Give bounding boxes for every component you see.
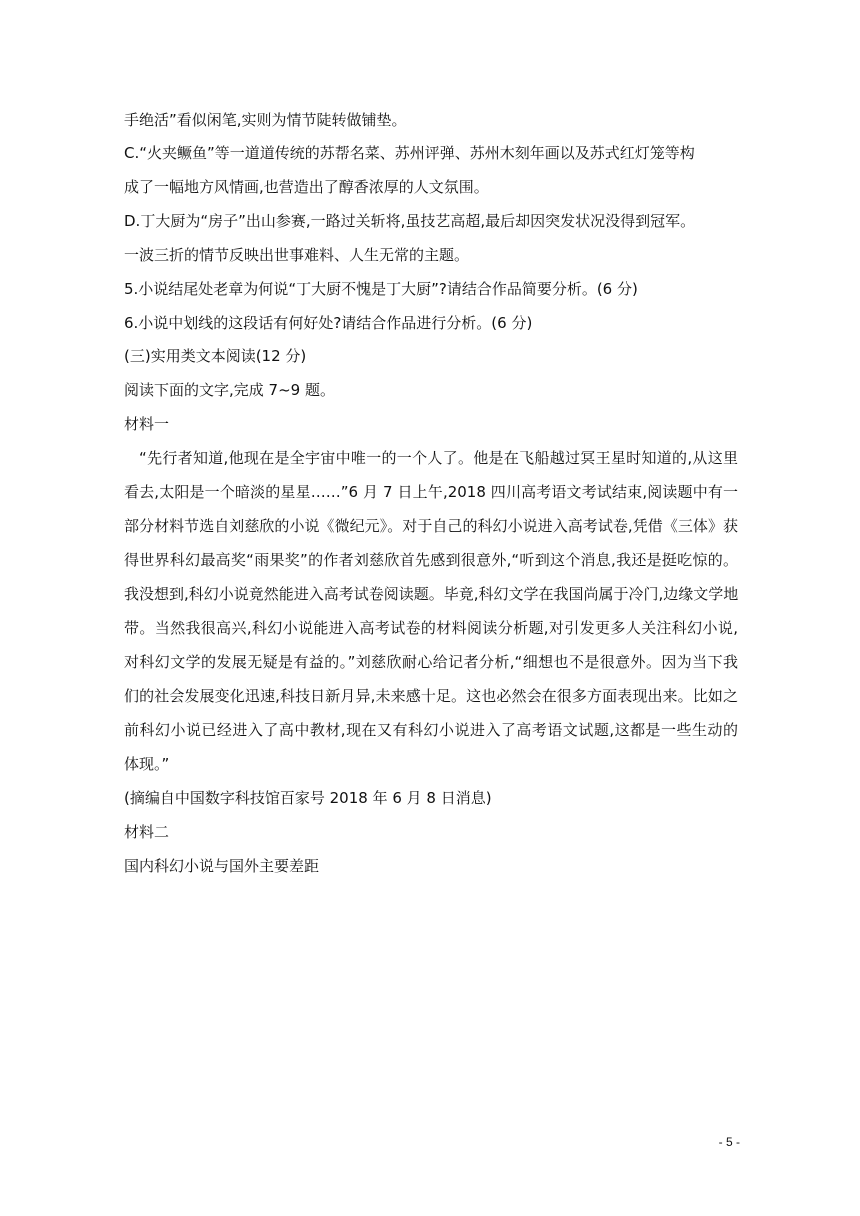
reading-instruction: 阅读下面的文字,完成 7~9 题。 (124, 381, 335, 399)
section-heading: (三)实用类文本阅读(12 分) (124, 347, 307, 365)
material-one-line-3: 部分材料节选自刘慈欣的小说《微纪元》。对于自己的科幻小说进入高考试卷,凭借《三体》获 (124, 517, 738, 535)
material-two-heading: 材料二 (124, 823, 170, 841)
material-one-heading: 材料一 (124, 415, 170, 433)
material-one-line-7: 对科幻文学的发展无疑是有益的。”刘慈欣耐心给记者分析,“细想也不是很意外。因为当下我 (124, 653, 738, 671)
material-one-line-8: 们的社会发展变化迅速,科技日新月异,未来感十足。这也必然会在很多方面表现出来。比如之 (124, 687, 738, 705)
option-d-line-2: 一波三折的情节反映出世事难料、人生无常的主题。 (124, 246, 470, 264)
material-one-line-2: 看去,太阳是一个暗淡的星星……”6 月 7 日上午,2018 四川高考语文考试结束,阅读题中有一 (124, 483, 738, 501)
page-number: - 5 - (718, 1135, 740, 1149)
material-two-title: 国内科幻小说与国外主要差距 (124, 857, 320, 875)
option-c-line-1: C.“火夹鳜鱼”等一道道传统的苏帮名菜、苏州评弹、苏州木刻年画以及苏式红灯笼等构 (124, 144, 695, 162)
material-one-line-1: “先行者知道,他现在是全宇宙中唯一的一个人了。他是在飞船越过冥王星时知道的,从这里 (139, 449, 738, 467)
text-line-1: 手绝活”看似闲笔,实则为情节陡转做铺垫。 (124, 111, 407, 129)
material-one-line-6: 带。当然我很高兴,科幻小说能进入高考试卷的材料阅读分析题,对引发更多人关注科幻小说, (124, 619, 738, 637)
material-one-line-5: 我没想到,科幻小说竟然能进入高考试卷阅读题。毕竟,科幻文学在我国尚属于冷门,边缘文学地 (124, 585, 739, 603)
source-note: (摘编自中国数字科技馆百家号 2018 年 6 月 8 日消息) (124, 789, 492, 807)
question-5: 5.小说结尾处老章为何说“丁大厨不愧是丁大厨”?请结合作品简要分析。(6 分) (124, 280, 638, 298)
material-one-line-4: 得世界科幻最高奖“雨果奖”的作者刘慈欣首先感到很意外,“听到这个消息,我还是挺吃惊的。 (124, 551, 738, 569)
material-one-line-9: 前科幻小说已经进入了高中教材,现在又有科幻小说进入了高考语文试题,这都是一些生动的 (124, 721, 738, 739)
question-6: 6.小说中划线的这段话有何好处?请结合作品进行分析。(6 分) (124, 314, 533, 332)
material-one-line-10: 体现。” (124, 755, 170, 773)
option-c-line-2: 成了一幅地方风情画,也营造出了醇香浓厚的人文氛围。 (124, 178, 489, 196)
option-d-line-1: D.丁大厨为“房子”出山参赛,一路过关斩将,虽技艺高超,最后却因突发状况没得到冠军。 (124, 212, 696, 230)
